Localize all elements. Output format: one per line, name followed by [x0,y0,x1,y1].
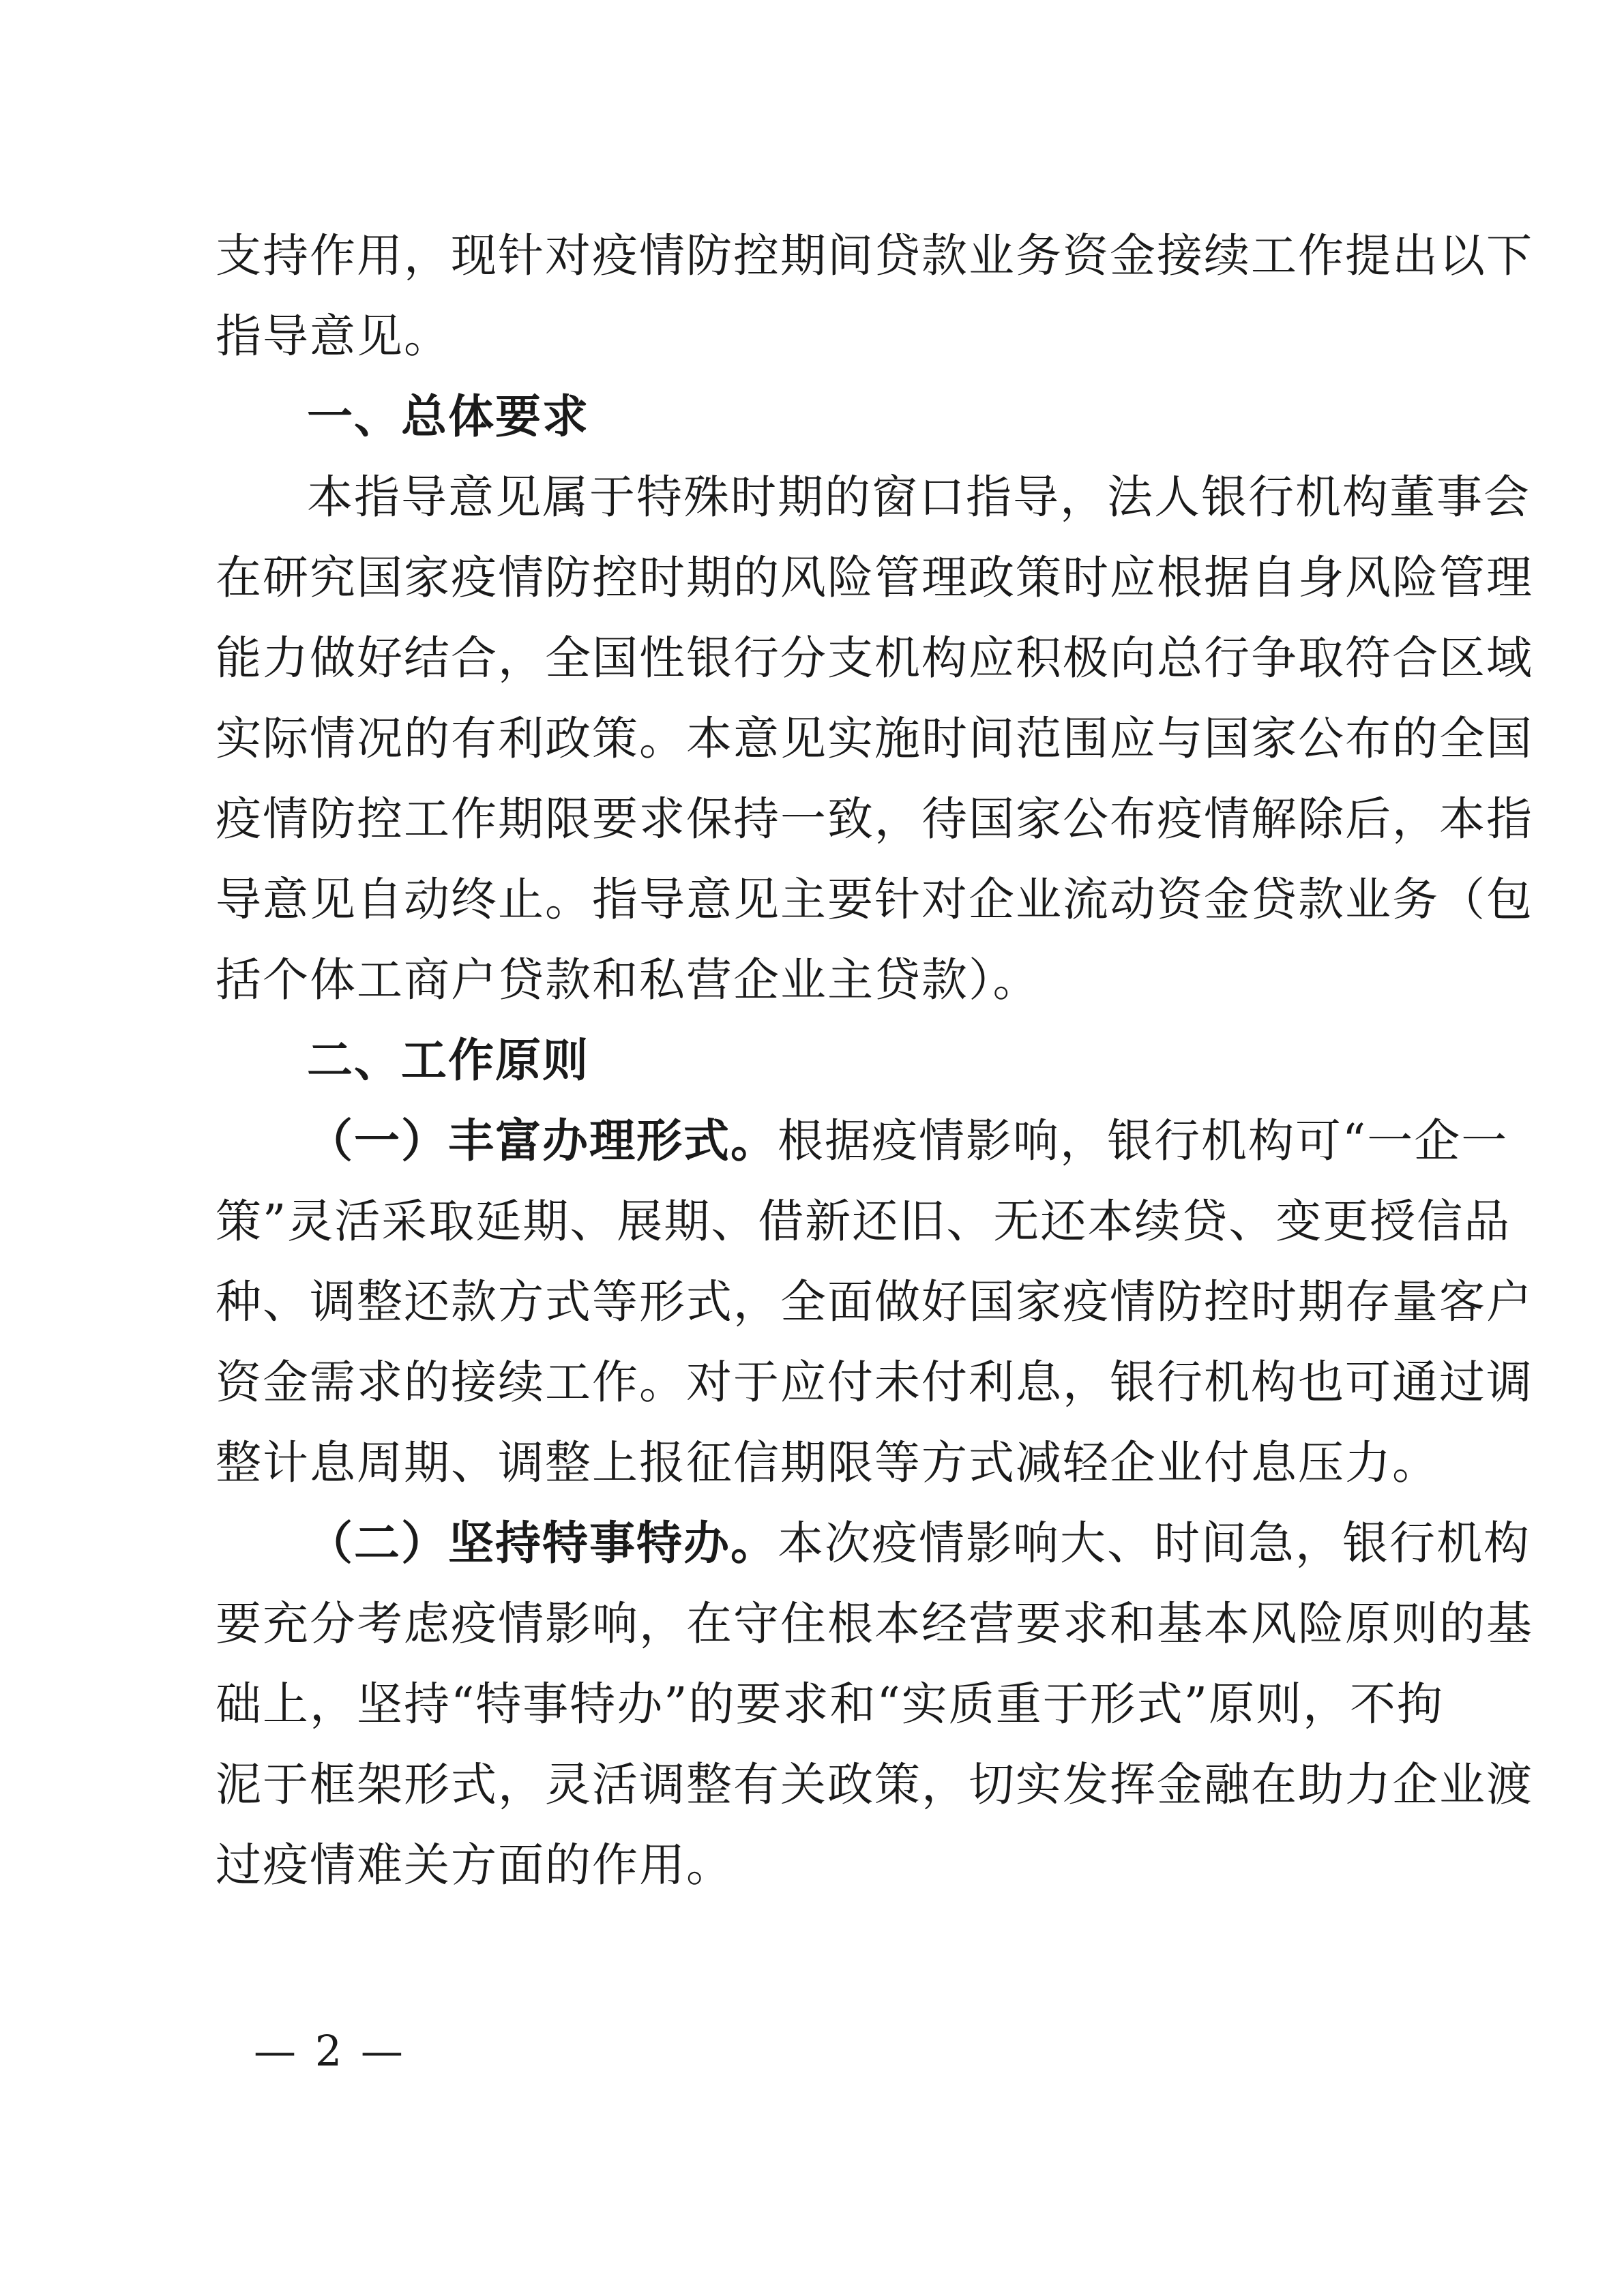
text-line: 策”灵活采取延期、展期、借新还旧、无还本续贷、变更授信品 [216,1195,1511,1248]
principle-text: 根据疫情影响，银行机构可“一企一 [778,1114,1509,1167]
paragraph-general-requirements [216,457,1533,1020]
page-number: — 2 — [254,2026,406,2076]
text-line: 本指导意见属于特殊时期的窗口指导，法人银行机构董事会 [307,471,1531,524]
text-line: 泥于框架形式，灵活调整有关政策，切实发挥金融在助力企业渡 [216,1758,1533,1811]
text-line: 过疫情难关方面的作用。 [216,1838,733,1892]
text-line: 种、调整还款方式等形式，全面做好国家疫情防控时期存量客户 [216,1275,1533,1328]
principle-lead: （二）坚持特事特办。 [307,1517,778,1570]
text-line: 资金需求的接续工作。对于应付未付利息，银行机构也可通过调 [216,1356,1533,1409]
text-line: 础上，坚持“特事特办”的要求和“实质重于形式”原则，不拘 [216,1678,1445,1731]
section-heading-1: 一、总体要求 [307,390,589,443]
text-line: 实际情况的有利政策。本意见实施时间范围应与国家公布的全国 [216,712,1533,765]
text-line: 括个体工商户贷款和私营企业主贷款）。 [216,953,1040,1007]
text-line [216,1503,1531,1583]
text-line: 指导意见。 [216,310,451,363]
text-line: 支持作用，现针对疫情防控期间贷款业务资金接续工作提出以下 [216,229,1533,282]
text-line: 能力做好结合，全国性银行分支机构应积极向总行争取符合区域 [216,631,1533,685]
text-line [216,1101,1509,1181]
text-line: 要充分考虑疫情影响，在守住根本经营要求和基本风险原则的基 [216,1597,1533,1650]
text-line: 在研究国家疫情防控时期的风险管理政策时应根据自身风险管理 [216,551,1533,604]
principle-lead: （一）丰富办理形式。 [307,1114,778,1167]
text-line: 疫情防控工作期限要求保持一致，待国家公布疫情解除后，本指 [216,792,1533,846]
paragraph-principle-2 [216,1503,1533,1905]
text-line: 导意见自动终止。指导意见主要针对企业流动资金贷款业务（包 [216,873,1533,926]
section-heading-2: 二、工作原则 [307,1034,589,1087]
principle-text: 本次疫情影响大、时间急，银行机构 [778,1517,1531,1570]
text-line: 整计息周期、调整上报征信期限等方式减轻企业付息压力。 [216,1436,1439,1489]
document-page [216,215,1533,1905]
paragraph-principle-1 [216,1101,1533,1503]
paragraph-intro [216,215,1533,376]
